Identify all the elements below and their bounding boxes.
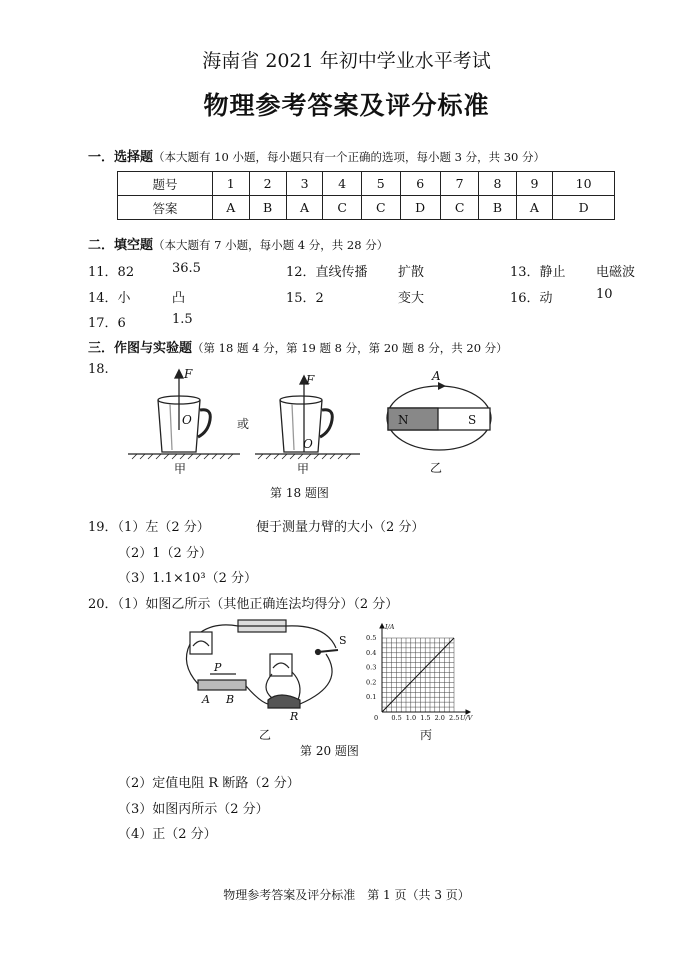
- y-tick-label: 0.5: [366, 634, 377, 642]
- label-A: A: [432, 369, 441, 383]
- section3-note: （第 18 题 4 分，第 19 题 8 分，第 20 题 8 分，共 20 分）: [192, 341, 508, 355]
- x-tick-label: 0.5: [391, 714, 402, 722]
- table-cell: 6: [400, 172, 440, 196]
- table-cell: C: [323, 196, 362, 220]
- y-axis-label: I/A: [385, 623, 395, 631]
- label-F: F: [306, 373, 315, 387]
- x-tick-label: 2.5: [449, 714, 460, 722]
- table-cell: 10: [553, 172, 615, 196]
- section2-header: [88, 234, 388, 253]
- answer-item: （3）如图丙所示（2 分）: [118, 802, 269, 817]
- rheostat: [198, 680, 246, 690]
- answer-item: 凸: [172, 291, 186, 306]
- y-tick-label: 0.1: [366, 693, 377, 702]
- iu-chart: [364, 616, 494, 726]
- circuit-diagram: [176, 614, 356, 726]
- table-cell: 2: [249, 172, 286, 196]
- table-cell: B: [479, 196, 516, 220]
- table-cell: 8: [479, 172, 516, 196]
- label-jia: 甲: [174, 462, 187, 474]
- section2-note: （本大题有 7 小题，每小题 4 分，共 28 分）: [153, 238, 389, 252]
- label-bing: 丙: [420, 728, 433, 742]
- answer-item: 15．2: [286, 291, 324, 306]
- answer-item: 19．（1）左（2 分）: [88, 520, 210, 535]
- answer-item: 14．小: [88, 291, 131, 306]
- answer-item: （2）1（2 分）: [118, 546, 212, 561]
- ground-hatch: [132, 454, 233, 459]
- page-title: 物理参考答案及评分标准: [203, 91, 490, 120]
- label-yi: 乙: [430, 461, 443, 474]
- answer-item: 20．（1）如图乙所示（其他正确连法均得分）（2 分）: [88, 597, 399, 612]
- section1-heading: 一．选择题: [88, 150, 154, 165]
- table-cell: 4: [323, 172, 362, 196]
- resistor: [268, 695, 300, 708]
- section3-header: [88, 337, 508, 356]
- answer-item: 11．82: [88, 265, 135, 280]
- series-line: [382, 638, 454, 712]
- table-cell: 答案: [118, 196, 213, 220]
- page-footer: 物理参考答案及评分标准 第 1 页（共 3 页）: [223, 888, 470, 902]
- answer-item: 变大: [398, 291, 425, 306]
- figure-18-caption: 第 18 题图: [270, 486, 329, 500]
- figure-18: [120, 362, 500, 474]
- answer-item: 12．直线传播: [286, 265, 368, 280]
- table-cell: 3: [286, 172, 323, 196]
- label-O: O: [182, 413, 192, 427]
- table-cell: 5: [361, 172, 400, 196]
- label-O: O: [303, 437, 313, 451]
- table-row: [118, 196, 615, 220]
- answer-item: 1.5: [172, 312, 193, 327]
- answer-item: 扩散: [398, 265, 425, 280]
- ammeter: [190, 632, 212, 654]
- y-tick-label: 0.2: [366, 678, 377, 687]
- wire: [292, 672, 300, 700]
- y-axis-arrow: [380, 624, 384, 628]
- answer-item: 16．动: [510, 291, 553, 306]
- table-cell: B: [249, 196, 286, 220]
- table-cell: 9: [516, 172, 553, 196]
- section3-heading: 三．作图与实验题: [88, 341, 193, 356]
- answer-table: [117, 171, 615, 220]
- table-cell: 题号: [118, 172, 213, 196]
- x-tick-label: 1.0: [405, 714, 417, 722]
- x-tick-label: 1.5: [420, 714, 431, 722]
- field-arrow: [438, 382, 446, 390]
- ground-hatch: [258, 454, 351, 459]
- label-jia: 甲: [297, 462, 310, 474]
- y-tick-label: 0.4: [366, 648, 377, 657]
- table-cell: A: [212, 196, 249, 220]
- wire: [266, 674, 272, 698]
- answer-item: 17．6: [88, 316, 126, 331]
- answer-item: 10: [596, 287, 613, 302]
- table-cell: C: [440, 196, 479, 220]
- section1-header: [88, 146, 545, 165]
- wire: [201, 625, 238, 632]
- magnet-north-half: [388, 408, 438, 430]
- table-cell: 1: [212, 172, 249, 196]
- wire: [300, 654, 332, 704]
- voltmeter: [270, 654, 292, 676]
- table-cell: C: [361, 196, 400, 220]
- table-cell: 7: [440, 172, 479, 196]
- label-A: A: [202, 693, 210, 706]
- question-18-number: 18.: [88, 362, 109, 377]
- origin-label: 0: [374, 714, 379, 722]
- answer-item: 便于测量力臂的大小（2 分）: [256, 520, 425, 535]
- label-N: N: [398, 413, 409, 427]
- table-cell: A: [286, 196, 323, 220]
- answer-item: （2）定值电阻 R 断路（2 分）: [118, 776, 300, 791]
- answer-item: 13．静止: [510, 265, 566, 280]
- answer-item: 电磁波: [596, 265, 636, 280]
- table-cell: D: [400, 196, 440, 220]
- label-P: P: [214, 661, 222, 674]
- y-tick-label: 0.3: [366, 663, 377, 672]
- exam-title: 海南省 2021 年初中学业水平考试: [202, 50, 491, 72]
- figure-20-caption: 第 20 题图: [300, 744, 359, 758]
- label-yi: 乙: [259, 728, 272, 742]
- table-cell: D: [553, 196, 615, 220]
- table-row: [118, 172, 615, 196]
- label-F: F: [184, 367, 193, 381]
- answer-item: 36.5: [172, 261, 201, 276]
- answer-item: （3）1.1×10³（2 分）: [118, 571, 257, 586]
- label-S: S: [468, 413, 477, 427]
- answer-item: （4）正（2 分）: [118, 827, 217, 842]
- or-text: 或: [237, 417, 250, 431]
- wire: [246, 686, 268, 704]
- label-B: B: [226, 693, 235, 706]
- x-axis-label: U/V: [460, 714, 473, 722]
- table-cell: A: [516, 196, 553, 220]
- x-tick-label: 2.0: [434, 714, 445, 722]
- section2-heading: 二．填空题: [88, 238, 154, 253]
- label-S: S: [339, 634, 347, 647]
- label-R: R: [290, 710, 299, 723]
- section1-note: （本大题有 10 小题，每小题只有一个正确的选项，每小题 3 分，共 30 分）: [153, 150, 546, 164]
- wire: [286, 626, 336, 648]
